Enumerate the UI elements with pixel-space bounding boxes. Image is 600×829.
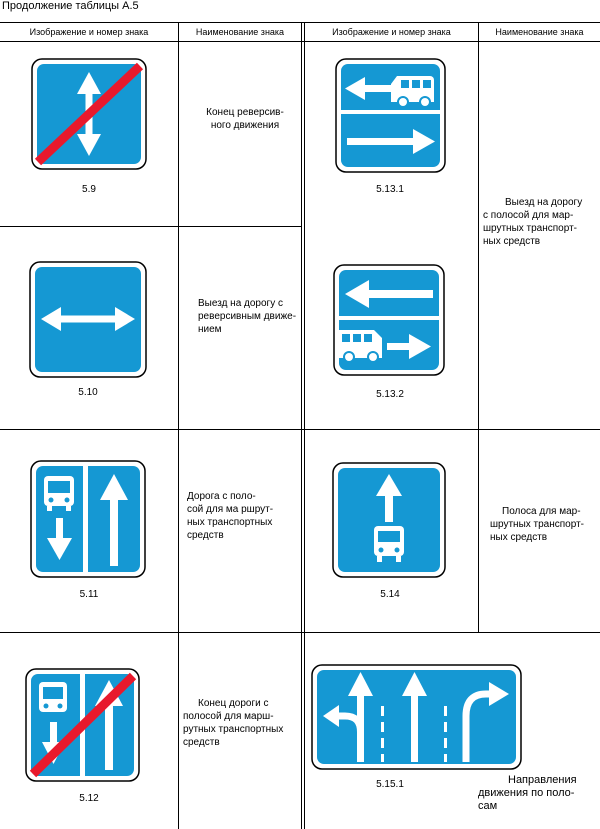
sign-5-10-name: Выезд на дорогу с реверсивным движе- нием bbox=[198, 298, 297, 335]
sign-5-15-1-number: 5.15.1 bbox=[376, 779, 404, 790]
table-caption: Продолжение таблицы А.5 bbox=[2, 0, 139, 12]
center-divider-b bbox=[304, 22, 305, 829]
sign-5-13-2-number: 5.13.2 bbox=[376, 389, 404, 400]
row-divider-2 bbox=[0, 429, 600, 430]
row-divider-3 bbox=[0, 632, 600, 633]
sign-5-11-number: 5.11 bbox=[79, 589, 99, 600]
center-divider-a bbox=[301, 22, 302, 829]
sign-5-12-number: 5.12 bbox=[79, 793, 99, 804]
sign-5-13-1-bus-lane-entry-icon bbox=[335, 58, 446, 173]
right-column-divider bbox=[478, 22, 479, 632]
sign-5-15-1-lane-directions-icon bbox=[311, 664, 522, 770]
sign-5-12-end-bus-lane-road-icon bbox=[25, 668, 140, 782]
header-name-left: Наименование знака bbox=[195, 27, 285, 37]
sign-5-13-1-number: 5.13.1 bbox=[376, 184, 404, 195]
sign-5-10-number: 5.10 bbox=[78, 387, 98, 398]
sign-5-14-number: 5.14 bbox=[380, 589, 400, 600]
header-bottom-border bbox=[0, 41, 600, 42]
sign-5-9-number: 5.9 bbox=[82, 184, 96, 195]
header-name-right: Наименование знака bbox=[495, 27, 584, 37]
sign-5-9-end-reversible-icon bbox=[31, 58, 147, 170]
sign-5-9-name: Конец реверсив- ного движения bbox=[206, 107, 284, 131]
sign-5-14-name: Полоса для мар- шрутных транспорт- ных средств bbox=[490, 506, 584, 543]
sign-5-11-bus-lane-road-icon bbox=[30, 460, 146, 578]
header-image-right: Изображение и номер знака bbox=[332, 27, 451, 37]
sign-5-12-name: Конец дороги с полосой для марш- рутных транспортных средств bbox=[183, 698, 284, 748]
sign-5-15-1-name: Направления движения по поло- сам bbox=[478, 774, 577, 812]
sign-5-13-name: Выезд на дорогу с полосой для мар- шрутных транспорт- ных средств bbox=[483, 197, 583, 247]
left-column-divider bbox=[178, 22, 179, 829]
row-divider-1 bbox=[0, 226, 301, 227]
sign-5-14-bus-lane-icon bbox=[332, 462, 446, 578]
sign-5-13-2-bus-lane-entry-icon bbox=[333, 264, 445, 376]
sign-5-10-reversible-entry-icon bbox=[29, 261, 147, 378]
header-image-left: Изображение и номер знака bbox=[29, 27, 149, 37]
sign-5-11-name: Дорога с поло- сой для ма ршрут- ных транспортных средств bbox=[187, 491, 274, 541]
